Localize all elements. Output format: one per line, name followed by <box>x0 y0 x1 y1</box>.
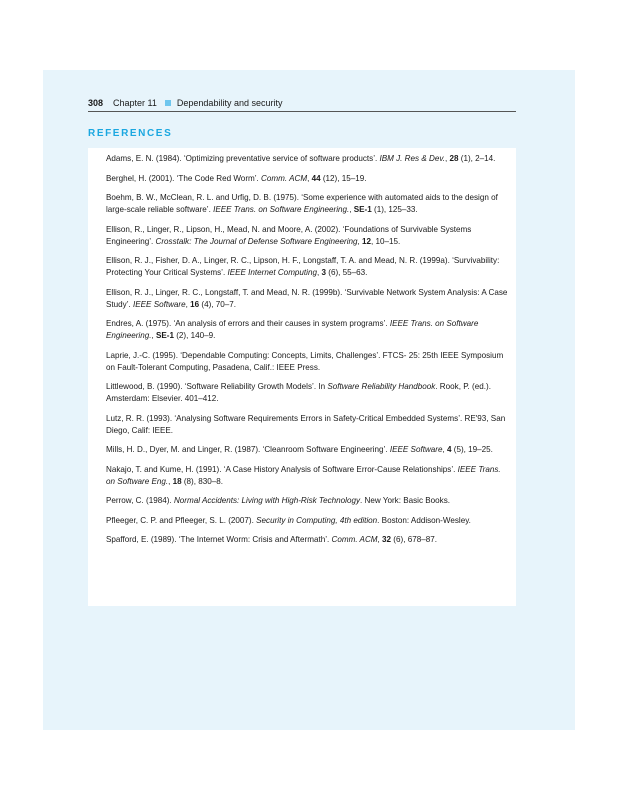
page-number: 308 <box>88 98 104 108</box>
reference-text: , <box>445 154 450 163</box>
reference-text: IEEE Trans. on Software Eng. <box>106 464 501 486</box>
reference-text: SE-1 <box>155 331 174 340</box>
reference-text: (1), 2–14. <box>458 154 496 163</box>
square-bullet-icon <box>165 100 171 106</box>
reference-text: , <box>168 476 173 486</box>
reference-text: . New York: Basic Books. <box>360 496 451 505</box>
reference-text: Laprie, J.-C. (1995). ‘Dependable Computing: Concepts, Limits, Challenges’. FTCS- 25: 25th IEEE Symposium on Fault-Tolerant Computing, Pasadena, Calif.: IEEE Press. <box>106 350 504 372</box>
reference-text: Security in Computing, 4th edition <box>256 515 378 525</box>
reference-text: Comm. ACM <box>261 173 308 183</box>
reference-text: 28 <box>449 154 459 163</box>
reference-entry <box>106 255 510 279</box>
reference-text: IEEE Software <box>133 299 186 309</box>
reference-text: , <box>185 299 191 309</box>
chapter-label: Chapter 11 <box>113 98 157 108</box>
reference-text: . Boston: Addison-Wesley. <box>377 515 471 525</box>
reference-text: Adams, E. N. (1984). ‘Optimizing preventative service of software products’. <box>106 154 380 163</box>
reference-text: , <box>307 173 312 183</box>
reference-text: , 10–15. <box>371 236 401 246</box>
reference-entry <box>106 287 510 311</box>
reference-text: 16 <box>190 299 200 309</box>
references-panel <box>88 148 516 606</box>
reference-entry <box>106 192 510 216</box>
running-header <box>88 95 516 112</box>
reference-text: , <box>316 268 322 277</box>
reference-text: Mills, H. D., Dyer, M. and Linger, R. (1987). ‘Cleanroom Software Engineering’. <box>106 445 390 454</box>
reference-entry <box>106 350 510 374</box>
reference-entry <box>106 413 510 437</box>
reference-text: (6), 55–63. <box>326 268 368 277</box>
reference-text: Ellison, R. J., Linger, R. C., Longstaff, T. and Mead, N. R. (1999b). ‘Survivable Network System Analysis: A Case Study’. <box>106 287 508 309</box>
section-name: Dependability and security <box>176 98 283 108</box>
reference-text: IEEE Software <box>389 445 443 454</box>
reference-text: (8), 830–8. <box>181 476 224 486</box>
reference-text: IEEE Trans. on Software Engineering. <box>106 319 479 340</box>
reference-text: Ellison, R. J., Fisher, D. A., Linger, R. C., Lipson, H. F., Longstaff, T. A. and Mead, N. R. (1999a). ‘Survivability: Protecting Your Critical Systems’. <box>106 256 500 277</box>
reference-text: IEEE Trans. on Software Engineering. <box>213 205 350 214</box>
reference-text: 44 <box>311 173 321 183</box>
reference-text: , <box>151 331 156 340</box>
reference-text: 4 <box>447 445 452 454</box>
reference-entry <box>106 495 510 507</box>
reference-text: Comm. ACM <box>331 535 378 544</box>
reference-text: , <box>442 445 447 454</box>
reference-text: IBM J. Res & Dev. <box>379 154 446 163</box>
reference-text: Ellison, R., Linger, R., Lipson, H., Mead, N. and Moore, A. (2002). ‘Foundations of Survivable Systems Engineering’. <box>106 224 472 246</box>
reference-entry <box>106 318 510 342</box>
reference-text: . Rook, P. (ed.). Amsterdam: Elsevier. 401–412. <box>106 382 491 403</box>
reference-text: Endres, A. (1975). ‘An analysis of errors and their causes in system programs’. <box>106 319 390 328</box>
reference-text: , <box>349 205 354 214</box>
reference-entry <box>106 464 510 488</box>
reference-text: Littlewood, B. (1990). ‘Software Reliability Growth Models’. In <box>106 382 328 391</box>
reference-text: Nakajo, T. and Kume, H. (1991). ‘A Case History Analysis of Software Error-Cause Relationships’. <box>106 464 458 474</box>
reference-text: 18 <box>172 476 182 486</box>
reference-entry <box>106 534 510 546</box>
reference-text: , <box>377 535 383 544</box>
reference-text: (1), 125–33. <box>371 205 418 214</box>
reference-text: Boehm, B. W., McClean, R. L. and Urfig, D. B. (1975). ‘Some experience with automated aids to the design of large-scale reliable software’. <box>106 193 498 214</box>
reference-text: Lutz, R. R. (1993). ‘Analysing Software Requirements Errors in Safety-Critical Embedded Systems’. RE'93, San Diego, Calif: IEEE. <box>106 413 506 435</box>
reference-entry <box>106 224 510 248</box>
reference-text: IEEE Internet Computing <box>227 268 317 277</box>
reference-entry <box>106 381 510 405</box>
reference-text: 32 <box>382 535 392 544</box>
reference-text: (4), 70–7. <box>199 299 237 309</box>
reference-text: (5), 19–25. <box>451 445 493 454</box>
reference-text: Crosstalk: The Journal of Defense Software Engineering <box>155 236 358 246</box>
references-heading: REFERENCES <box>88 128 173 139</box>
reference-text: Pfleeger, C. P. and Pfleeger, S. L. (2007). <box>106 515 257 525</box>
reference-text: Perrow, C. (1984). <box>106 496 174 505</box>
reference-text: SE-1 <box>353 205 372 214</box>
reference-text: (2), 140–9. <box>173 331 216 340</box>
references-list <box>88 148 516 546</box>
reference-entry <box>106 444 510 456</box>
reference-text: , <box>357 236 362 246</box>
reference-text: (6), 678–87. <box>391 535 437 544</box>
reference-text: Normal Accidents: Living with High-Risk Technology <box>173 496 361 505</box>
reference-text: Spafford, E. (1989). ‘The Internet Worm: Crisis and Aftermath’. <box>106 535 332 544</box>
reference-text: 3 <box>321 268 326 277</box>
reference-text: Software Reliability Handbook <box>327 382 436 391</box>
reference-text: 12 <box>362 236 372 246</box>
reference-entry <box>106 173 510 185</box>
reference-entry <box>106 515 510 527</box>
reference-text: Berghel, H. (2001). ‘The Code Red Worm’. <box>106 173 262 183</box>
reference-entry <box>106 153 510 165</box>
reference-text: (12), 15–19. <box>320 173 367 183</box>
